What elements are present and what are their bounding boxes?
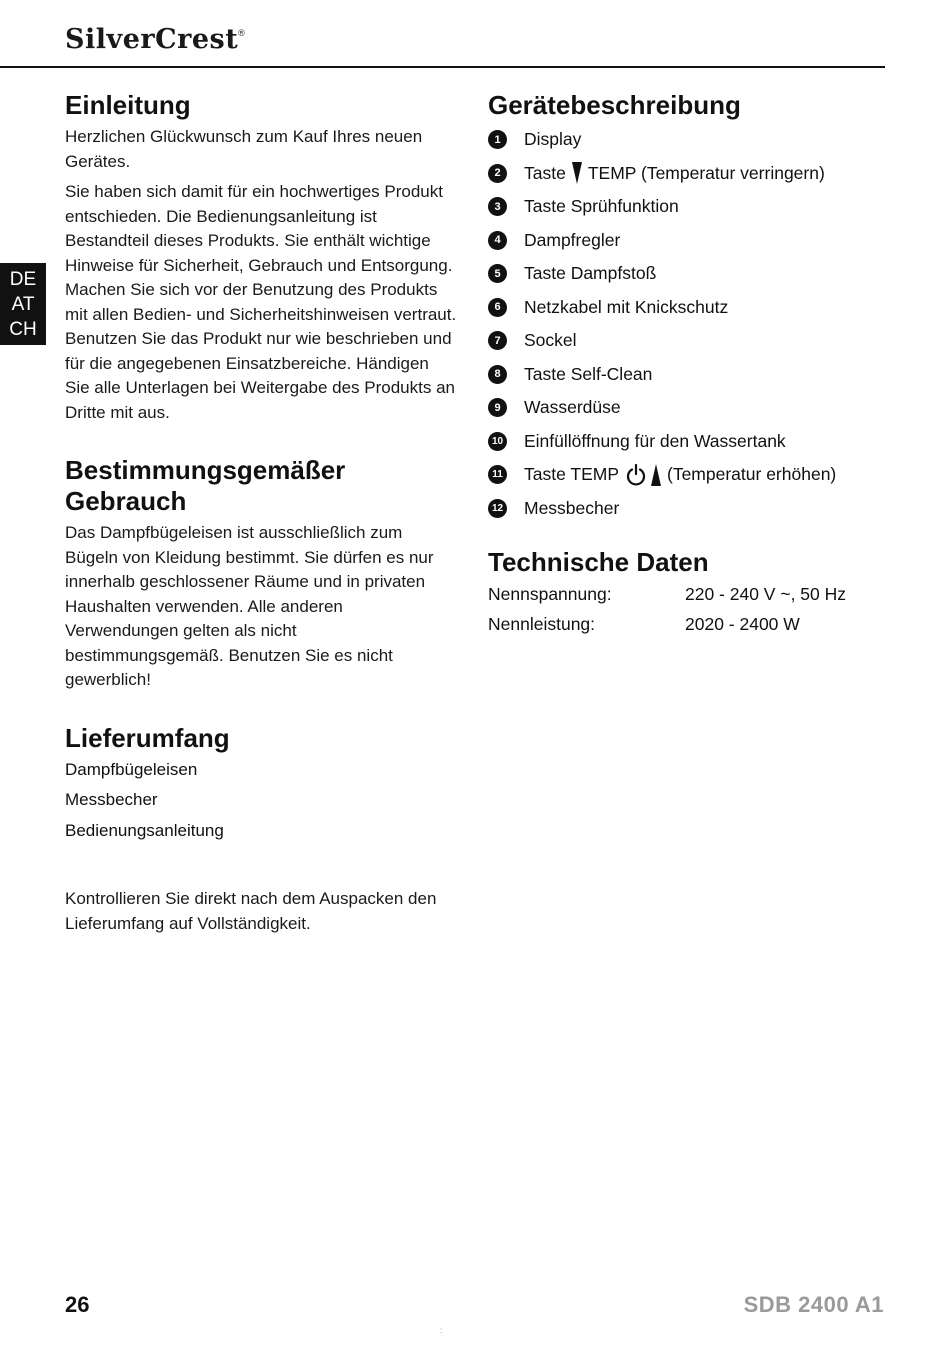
heading-lieferumfang: Lieferumfang — [65, 722, 230, 753]
number-badge: 8 — [488, 365, 507, 384]
list-item: 9 Wasserdüse — [488, 391, 888, 425]
list-item: 7 Sockel — [488, 324, 888, 358]
heading-technische-daten: Technische Daten — [488, 547, 709, 577]
list-item: Messbecher — [65, 790, 158, 809]
number-badge: 12 — [488, 499, 507, 518]
language-tab — [0, 263, 46, 345]
number-badge: 2 — [488, 164, 507, 183]
tech-value: 2020 - 2400 W — [685, 614, 800, 634]
header-divider — [0, 66, 885, 68]
number-badge: 5 — [488, 264, 507, 283]
page-number: 26 — [65, 1292, 90, 1317]
list-item: 2 Taste TEMP (Temperatur verringern) — [488, 157, 888, 191]
footer-mark: : — [440, 1326, 443, 1335]
registered-mark: ® — [238, 28, 246, 38]
section-geraetebeschreibung — [488, 90, 888, 525]
model-number: SDB 2400 A1 — [743, 1292, 884, 1317]
temp-down-icon — [572, 162, 582, 184]
list-item: 10 Einfüllöffnung für den Wassertank — [488, 425, 888, 459]
list-item: 3 Taste Sprühfunktion — [488, 190, 888, 224]
einleitung-paragraph-2: Sie haben sich damit für ein hochwertiges Produkt entschieden. Die Bedienungsanleitung ist Bestandteil dieses Produkts. Sie enthält wichtige Hinweise für Sicherheit, Gebrauch und Entsorgung. Machen Sie sich vor der Benutzung des Produkts mit allen Bedien- und Sicherheitshinweisen vertraut. Benutzen Sie das Produkt nur wie beschrieben und für die angegebenen Einsatzbereiche. Händigen Sie alle Unterlagen bei Weitergabe des Produkts an Dritte mit aus. — [65, 182, 457, 422]
list-item: Dampfbügeleisen — [65, 759, 198, 779]
bestimmung-paragraph: Das Dampfbügeleisen ist ausschließlich zum Bügeln von Kleidung bestimmt. Sie dürfen es nur innerhalb geschlossener Räume und in privaten Haushalten verwenden. Alle anderen Verwendungen gelten als nicht bestimmungsgemäß. Benutzen Sie es nicht gewerblich! — [65, 523, 434, 689]
number-badge: 1 — [488, 130, 507, 149]
brand-logo — [65, 24, 245, 55]
lang-ch: CH — [9, 318, 37, 340]
number-badge: 7 — [488, 331, 507, 350]
number-badge: 4 — [488, 231, 507, 250]
list-item: Bedienungsanleitung — [65, 820, 224, 840]
list-item: 5 Taste Dampfstoß — [488, 257, 888, 291]
left-column — [65, 90, 457, 966]
list-item: 1 Display — [488, 123, 888, 157]
lang-de: DE — [9, 268, 37, 290]
tech-value: 220 - 240 V ~, 50 Hz — [685, 584, 847, 604]
list-item: 4 Dampfregler — [488, 224, 888, 258]
parts-list — [488, 123, 888, 525]
section-bestimmung — [65, 455, 457, 693]
lang-at: AT — [11, 293, 35, 315]
number-badge: 3 — [488, 197, 507, 216]
list-item: 8 Taste Self-Clean — [488, 358, 888, 392]
list-item: 12 Messbecher — [488, 492, 888, 526]
list-item: 11 Taste TEMP (Temperatur erhöhen) — [488, 458, 888, 492]
brand-name: SilverCrest — [65, 24, 239, 55]
tech-row — [488, 612, 888, 636]
lieferumfang-note: Kontrollieren Sie direkt nach dem Auspacken den Lieferumfang auf Vollständigkeit. — [65, 889, 437, 933]
number-badge: 9 — [488, 398, 507, 417]
section-lieferumfang — [65, 723, 457, 937]
power-icon — [625, 463, 647, 487]
number-badge: 10 — [488, 432, 507, 451]
tech-row — [488, 582, 888, 606]
list-item: 6 Netzkabel mit Knickschutz — [488, 291, 888, 325]
heading-geraetebeschreibung: Gerätebeschreibung — [488, 90, 741, 120]
number-badge: 6 — [488, 298, 507, 317]
number-badge: 11 — [488, 465, 507, 484]
temp-up-icon — [651, 464, 661, 486]
section-einleitung — [65, 90, 457, 425]
heading-einleitung: Einleitung — [65, 90, 191, 120]
section-technische-daten — [488, 547, 888, 636]
einleitung-paragraph-1: Herzlichen Glückwunsch zum Kauf Ihres neuen Gerätes. — [65, 127, 423, 171]
right-column — [488, 90, 888, 666]
tech-label: Nennleistung: — [488, 614, 596, 634]
tech-label: Nennspannung: — [488, 584, 612, 604]
lieferumfang-list — [65, 758, 457, 844]
heading-bestimmung: Bestimmungsgemäßer Gebrauch — [65, 455, 346, 516]
